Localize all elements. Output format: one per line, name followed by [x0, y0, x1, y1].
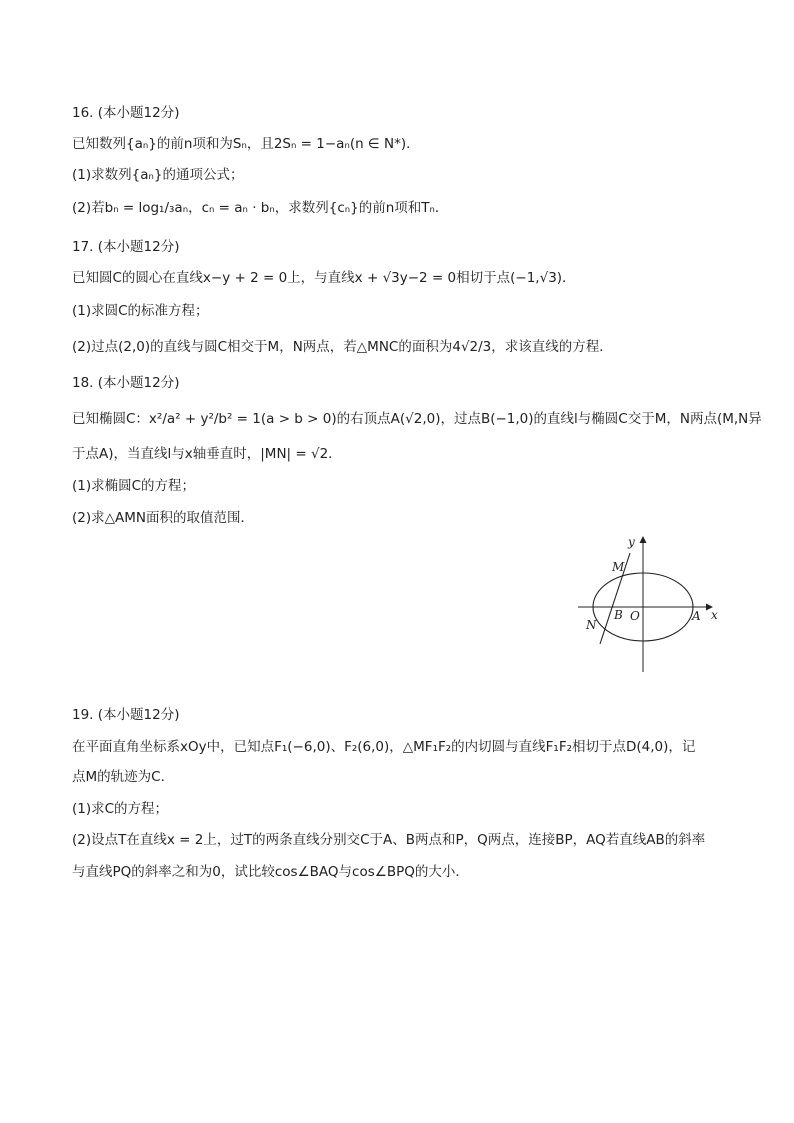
label-m: M [612, 560, 625, 574]
label-n: N [586, 618, 597, 632]
problem-18-header: 18. (本小题12分) [72, 375, 180, 391]
label-y: y [628, 535, 635, 549]
problem-19-statement-line-1: 在平面直角坐标系xOy中，已知点F₁(−6,0)、F₂(6,0)，△MF₁F₂的内切圆与直线F₁F₂相切于点D(4,0)，记 [72, 739, 696, 755]
problem-19-part-2-line-1: (2)设点T在直线x = 2上，过T的两条直线分别交C于A、B两点和P，Q两点，连接BP，AQ若直线AB的斜率 [72, 832, 706, 848]
problem-16-part-2: (2)若bₙ = log₁/₃aₙ，cₙ = aₙ · bₙ，求数列{cₙ}的前n项和Tₙ． [72, 200, 449, 216]
ellipse-figure [572, 532, 722, 674]
problem-17-header: 17. (本小题12分) [72, 239, 180, 255]
problem-16-part-1: (1)求数列{aₙ}的通项公式； [72, 167, 244, 183]
label-a: A [692, 609, 701, 623]
label-x: x [711, 608, 718, 622]
problem-19-header: 19. (本小题12分) [72, 707, 180, 723]
problem-18-part-2: (2)求△AMN面积的取值范围． [72, 510, 254, 526]
problem-16-statement: 已知数列{aₙ}的前n项和为Sₙ，且2Sₙ = 1−aₙ(n ∈ N*)． [72, 136, 420, 152]
problem-19-statement-line-2: 点M的轨迹为C． [72, 769, 175, 785]
problem-16-header: 16. (本小题12分) [72, 105, 180, 121]
problem-17-statement: 已知圆C的圆心在直线x−y + 2 = 0上，与直线x + √3y−2 = 0相切于点(−1,√3)． [72, 270, 576, 286]
label-o: O [630, 609, 640, 623]
problem-18-part-1: (1)求椭圆C的方程； [72, 478, 196, 494]
problem-17-part-1: (1)求圆C的标准方程； [72, 303, 209, 319]
problem-19-part-2-line-2: 与直线PQ的斜率之和为0，试比较cos∠BAQ与cos∠BPQ的大小． [72, 864, 469, 880]
problem-18-statement-line-1: 已知椭圆C：x²/a² + y²/b² = 1(a > b > 0)的右顶点A(√2,0)，过点B(−1,0)的直线l与椭圆C交于M，N两点(M,N异 [72, 411, 762, 427]
ellipse-diagram [572, 532, 722, 674]
problem-19-part-1: (1)求C的方程； [72, 801, 169, 817]
problem-17-part-2: (2)过点(2,0)的直线与圆C相交于M，N两点，若△MNC的面积为4√2/3，求该直线的方程． [72, 339, 613, 355]
label-b: B [614, 608, 623, 622]
problem-18-statement-line-2: 于点A)，当直线l与x轴垂直时，|MN| = √2． [72, 446, 342, 462]
